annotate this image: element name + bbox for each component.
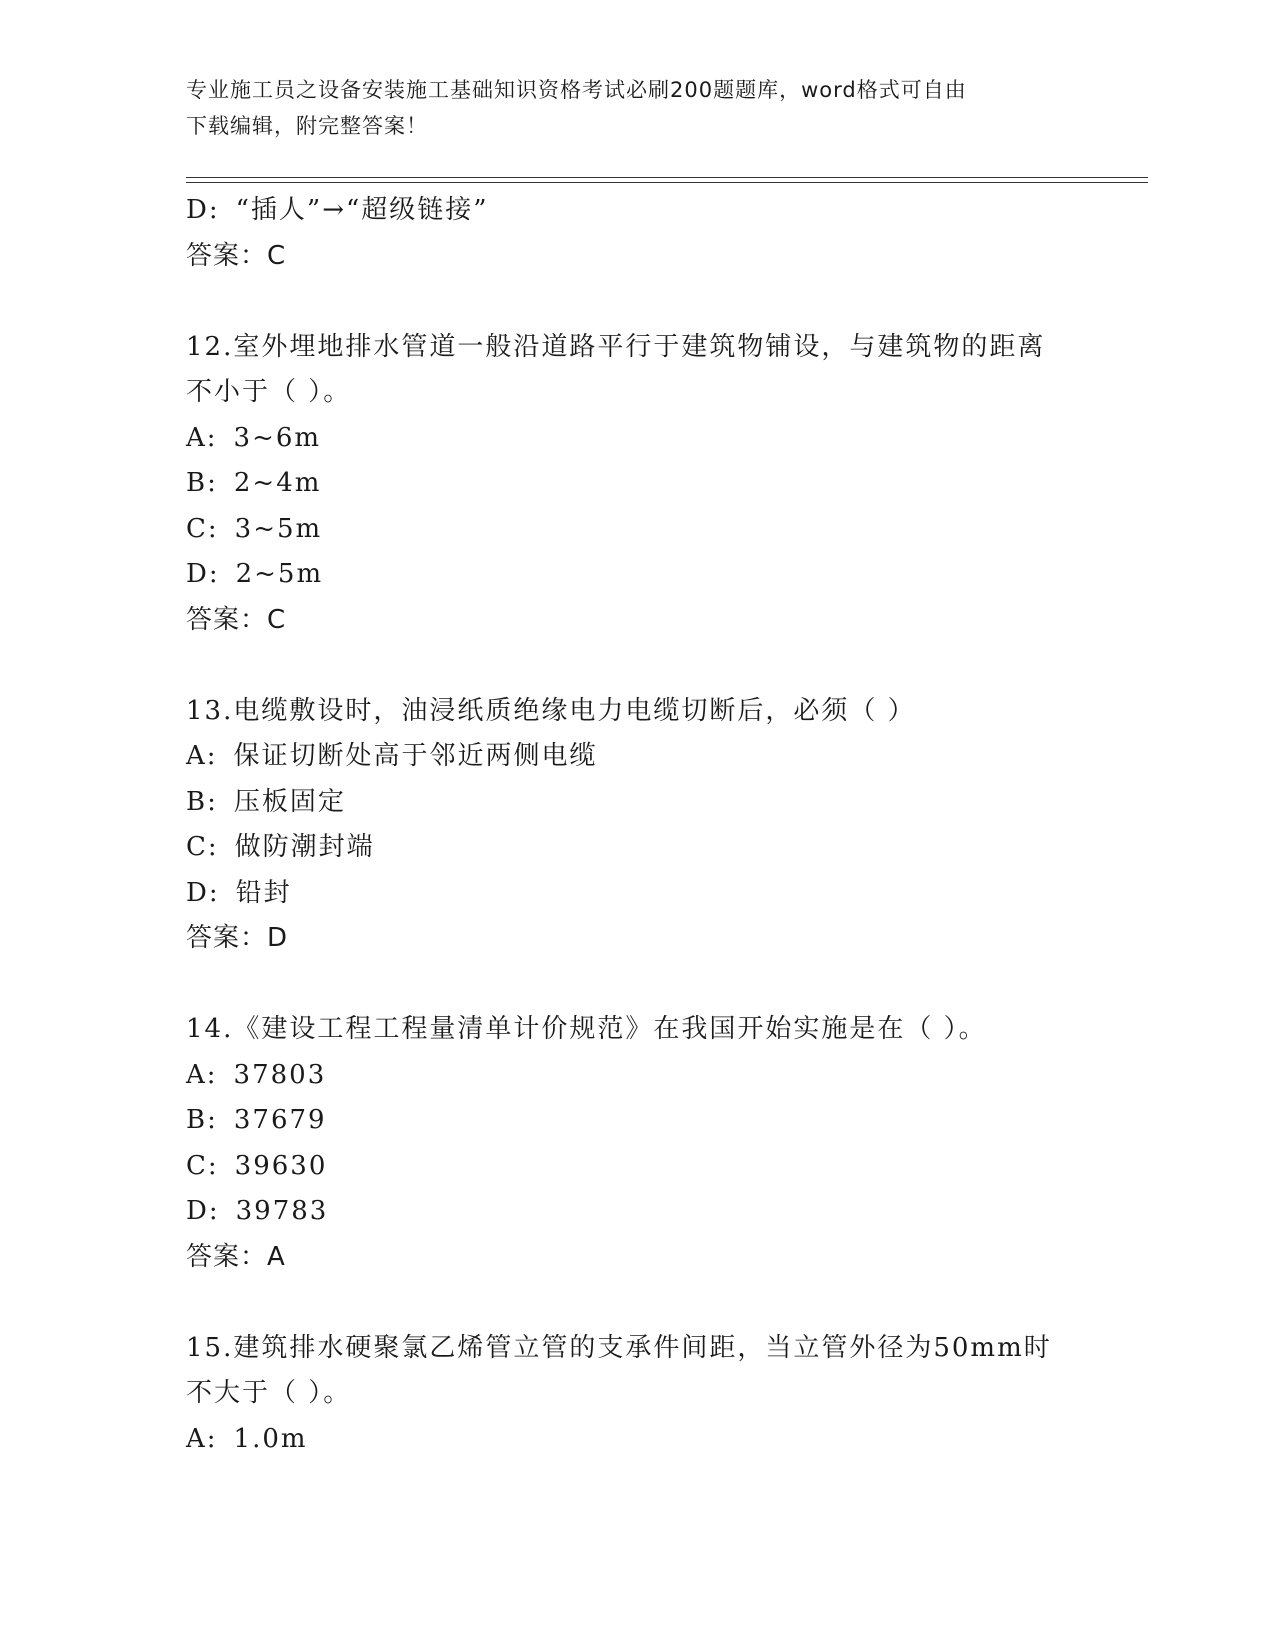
header-divider-top [186,177,1148,178]
question-stem: 13.电缆敷设时，油浸纸质绝缘电力电缆切断后，必须（ ） [186,695,916,726]
option-text: 做防潮封端 [234,832,375,862]
option-label: C: [186,832,219,862]
header-divider-bottom [186,182,1148,183]
answer-line: 答案：A [186,1241,286,1272]
option-a [186,734,1106,780]
question-stem: 15.建筑排水硬聚氯乙烯管立管的支承件间距，当立管外径为50mm时 [186,1332,1052,1363]
option-label: C: [186,513,219,544]
option-c [186,1144,1106,1190]
option-b [186,461,1106,507]
option-label: D: [186,877,220,908]
question-stem: 12.室外埋地排水管道一般沿道路平行于建筑物铺设，与建筑物的距离 [186,331,1046,362]
option-a [186,1417,1106,1463]
option-text: “插人”→“超级链接” [235,195,489,225]
document-header [186,72,1086,144]
answer-line: 答案：C [186,604,287,635]
option-label: B: [186,786,218,817]
option-label: A: [186,1059,218,1090]
option-b [186,780,1106,826]
option-text: 3~6m [233,422,322,453]
option-label: D: [186,195,220,225]
option-d [186,188,1106,234]
option-text: 保证切断处高于邻近两侧电缆 [233,741,598,771]
option-label: C: [186,1150,219,1181]
option-text: 铅封 [235,877,292,908]
header-line-1: 专业施工员之设备安装施工基础知识资格考试必刷200题题库，word格式可自由 [186,78,967,102]
option-label: A: [186,1423,218,1454]
question-stem: 14.《建设工程工程量清单计价规范》在我国开始实施是在（ ）。 [186,1014,987,1044]
option-d [186,552,1106,598]
option-text: 39783 [235,1196,329,1226]
option-text: 1.0m [233,1423,308,1454]
option-text: 37803 [233,1059,327,1090]
option-a [186,416,1106,462]
answer-line: 答案：C [186,240,287,271]
question-15 [186,1326,1106,1463]
option-text: 3~5m [234,513,323,544]
option-label: D: [186,1196,220,1226]
question-13 [186,689,1106,962]
option-d [186,871,1106,917]
option-b [186,1098,1106,1144]
question-stem: 不大于（ ）。 [186,1378,352,1408]
option-c [186,507,1106,553]
option-text: 39630 [234,1150,328,1181]
option-label: D: [186,559,220,589]
option-label: A: [186,741,218,771]
header-line-2: 下载编辑，附完整答案！ [186,114,428,138]
question-stem: 不小于（ ）。 [186,377,352,407]
option-a [186,1053,1106,1099]
option-c [186,825,1106,871]
option-text: 压板固定 [233,786,346,817]
option-text: 2~4m [233,468,322,498]
question-12 [186,325,1106,644]
option-text: 2~5m [235,559,324,589]
question-14 [186,1007,1106,1280]
option-d [186,1189,1106,1235]
option-label: B: [186,1105,218,1135]
question-list [186,188,1106,1462]
option-label: B: [186,468,218,498]
option-text: 37679 [233,1105,327,1135]
answer-line: 答案：D [186,923,289,953]
option-label: A: [186,422,218,453]
